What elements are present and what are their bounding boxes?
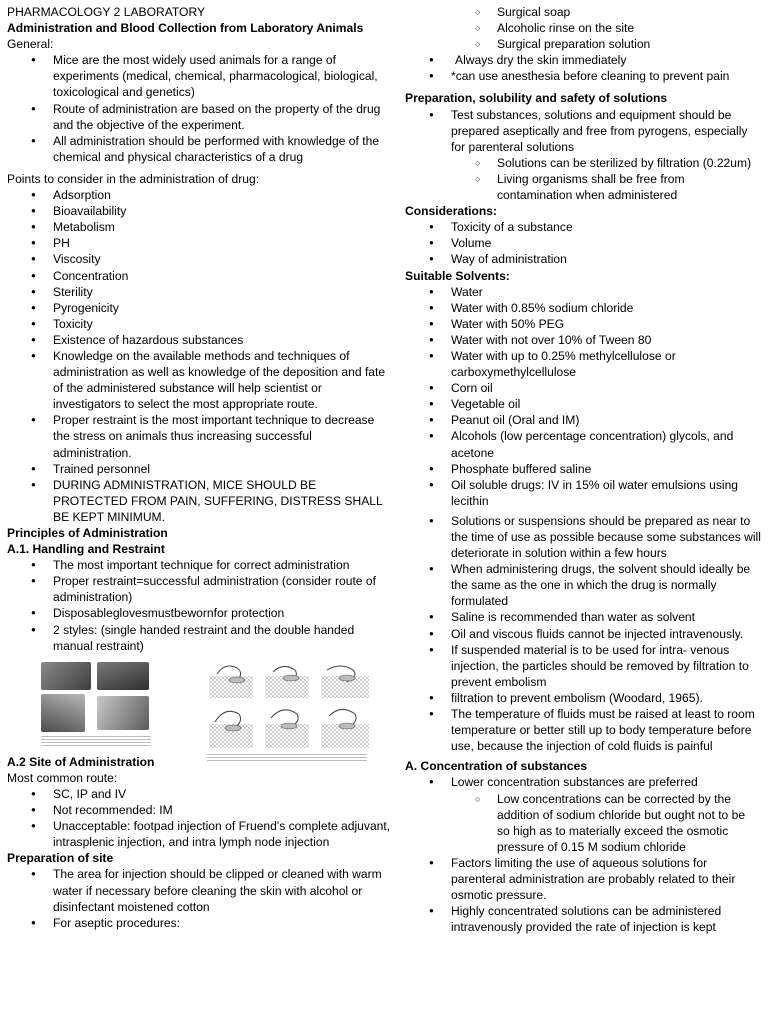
list-item: ● Saline is recommended than water as solvent: [405, 609, 761, 625]
list-subitem: ○ Surgical preparation solution: [451, 36, 761, 52]
general-list: [7, 52, 391, 165]
list-item: ● Disposableglovesmustbewornfor protection: [7, 605, 391, 621]
list-item: ● Concentration: [7, 268, 391, 284]
left-column: [7, 4, 391, 931]
list-subitem: ○ Alcoholic rinse on the site: [451, 20, 761, 36]
list-subitem: ○ Solutions can be sterilized by filtration (0.22um): [451, 155, 761, 171]
list-item: ● Peanut oil (Oral and IM): [405, 412, 761, 428]
preparation-site-list-continued: [405, 52, 761, 84]
list-item: ● Toxicity of a substance: [405, 219, 761, 235]
list-item: ● 2 styles: (single handed restraint and the double handed manual restraint): [7, 622, 391, 654]
list-item: ● Highly concentrated solutions can be administered intravenously provided the rate of injection is kept: [405, 903, 761, 935]
list-item: ● Proper restraint is the most important technique to decrease the stress on animals thus increasing successful administration.: [7, 412, 391, 460]
handling-restraint-heading: A.1. Handling and Restraint: [7, 542, 165, 557]
considerations-list: [405, 219, 761, 267]
points-list: [7, 187, 391, 525]
list-item: ● All administration should be performed with knowledge of the chemical and physical characteristics of a drug: [7, 133, 391, 165]
list-item: ● Pyrogenicity: [7, 300, 391, 316]
list-item: ● Mice are the most widely used animals for a range of experiments (medical, chemical, pharmacological, biological, toxicological and genetics): [7, 52, 391, 100]
list-item: ● Way of administration: [405, 251, 761, 267]
list-item: ● Factors limiting the use of aqueous solutions for parenteral administration are probably related to their osmotic pressure.: [405, 855, 761, 903]
list-item: ● Metabolism: [7, 219, 391, 235]
list-item: ● For aseptic procedures:: [7, 915, 391, 931]
list-item: ● DURING ADMINISTRATION, MICE SHOULD BE PROTECTED FROM PAIN, SUFFERING, DISTRESS SHALL BE KEPT MINIMUM.: [7, 477, 391, 525]
list-item: ● Water with up to 0.25% methylcellulose or carboxymethylcellulose: [405, 348, 761, 380]
list-item-text: Test substances, solutions and equipment should be prepared aseptically and free from pyrogens, especially for parenteral solutions: [451, 107, 748, 154]
solutions-heading: Preparation, solubility and safety of solutions: [405, 91, 668, 106]
solutions-sublist: [451, 155, 761, 203]
list-item: ● Existence of hazardous substances: [7, 332, 391, 348]
restraint-photo: [97, 662, 149, 690]
list-item: ● Knowledge on the available methods and techniques of administration as well as knowledge of the deposition and fate of the administered substance will help scientist or investigators to select the most appropriate route.: [7, 348, 391, 412]
points-label: Points to consider in the administration of drug:: [7, 171, 260, 186]
solvents-heading: Suitable Solvents:: [405, 268, 510, 283]
concentration-heading: A. Concentration of substances: [405, 759, 588, 774]
restraint-photo: [97, 696, 149, 730]
list-item: ● PH: [7, 235, 391, 251]
general-label: General:: [7, 37, 54, 52]
list-item: ● Route of administration are based on the property of the drug and the objective of the experiment.: [7, 101, 391, 133]
list-item: ● Adsorption: [7, 187, 391, 203]
list-subitem: ○ Living organisms shall be free from contamination when administered: [451, 171, 761, 203]
list-item: ● Proper restraint=successful administration (consider route of administration): [7, 573, 391, 605]
list-item: ● Volume: [405, 235, 761, 251]
list-subitem: ○ Surgical soap: [451, 4, 761, 20]
considerations-title: Considerations: [405, 204, 494, 219]
figure-caption: [207, 754, 367, 763]
list-item: ● Alcohols (low percentage concentration) glycols, and acetone: [405, 428, 761, 460]
restraint-photo: [41, 662, 91, 690]
list-item: ● Toxicity: [7, 316, 391, 332]
list-item-text: Lower concentration substances are preferred: [451, 775, 698, 790]
common-route-label: Most common route:: [7, 770, 118, 785]
list-subitem: ○ Low concentrations can be corrected by the addition of sodium chloride but ought not to be so high as to materially exceed the osmotic pressure of 0.15 M sodium chloride: [451, 791, 761, 855]
list-item: ● Sterility: [7, 284, 391, 300]
restraint-photos-figure: [37, 662, 167, 746]
list-item: ● Viscosity: [7, 251, 391, 267]
solutions-list: [405, 107, 761, 204]
list-item: ● Phosphate buffered saline: [405, 461, 761, 477]
list-item: ● The temperature of fluids must be raised at least to room temperature or better still up to body temperature before use, because the injection of cold fluids is painful: [405, 706, 761, 754]
list-item: ● Trained personnel: [7, 461, 391, 477]
list-item: ● Vegetable oil: [405, 396, 761, 412]
course-title: PHARMACOLOGY 2 LABORATORY: [7, 5, 206, 19]
list-item: ● The most important technique for correct administration: [7, 557, 391, 573]
list-item: ● Water with 50% PEG: [405, 316, 761, 332]
preparation-site-heading: Preparation of site: [7, 851, 114, 866]
list-item: ● Corn oil: [405, 380, 761, 396]
considerations-heading: [405, 203, 761, 219]
aseptic-sublist: [405, 4, 761, 52]
list-item: [405, 107, 761, 204]
solvent-notes-list: [405, 513, 761, 754]
restraint-illustration: [207, 658, 372, 754]
preparation-site-list: [7, 866, 391, 930]
solvents-list: [405, 284, 761, 509]
list-item: ● The area for injection should be clipped or cleaned with warm water if necessary before cleaning the skin with alcohol or disinfectant moistened cotton: [7, 866, 391, 914]
list-item: ● If suspended material is to be used for intra- venous injection, the particles should be removed by filtration to prevent embolism: [405, 642, 761, 690]
list-item: ● Oil and viscous fluids cannot be injected intravenously.: [405, 626, 761, 642]
right-column: [405, 4, 761, 935]
list-item: ● filtration to prevent embolism (Woodard, 1965).: [405, 690, 761, 706]
considerations-colon: :: [493, 204, 498, 219]
list-item: [405, 774, 761, 854]
concentration-sublist: [451, 791, 761, 855]
list-item: ● When administering drugs, the solvent should ideally be the same as the one in which the drug is normally formulated: [405, 561, 761, 609]
list-item: ● SC, IP and IV: [7, 786, 391, 802]
restraint-figures: [7, 662, 391, 750]
routes-list: [7, 786, 391, 850]
list-item: ● Always dry the skin immediately: [405, 52, 761, 68]
restraint-drawings-figure: [207, 658, 372, 762]
figure-caption: [41, 736, 151, 748]
site-administration-heading: A.2 Site of Administration: [7, 754, 155, 769]
list-item: ● Not recommended: IM: [7, 802, 391, 818]
restraint-photo: [41, 694, 85, 732]
list-item: ● *can use anesthesia before cleaning to prevent pain: [405, 68, 761, 84]
list-item: ● Water: [405, 284, 761, 300]
list-item: ● Water with 0.85% sodium chloride: [405, 300, 761, 316]
list-item: ● Solutions or suspensions should be prepared as near to the time of use as possible because some substances will deteriorate in solution within a few hours: [405, 513, 761, 561]
list-item: ● Bioavailability: [7, 203, 391, 219]
list-item: ● Water with not over 10% of Tween 80: [405, 332, 761, 348]
handling-list: [7, 557, 391, 654]
concentration-list: [405, 774, 761, 935]
list-item: ● Unacceptable: footpad injection of Fruend's complete adjuvant, intrasplenic injection, and intra lymph node injection: [7, 818, 391, 850]
document-title: Administration and Blood Collection from Laboratory Animals: [7, 21, 364, 36]
list-item: ● Oil soluble drugs: IV in 15% oil water emulsions using lecithin: [405, 477, 761, 509]
principles-heading: Principles of Administration: [7, 526, 168, 540]
